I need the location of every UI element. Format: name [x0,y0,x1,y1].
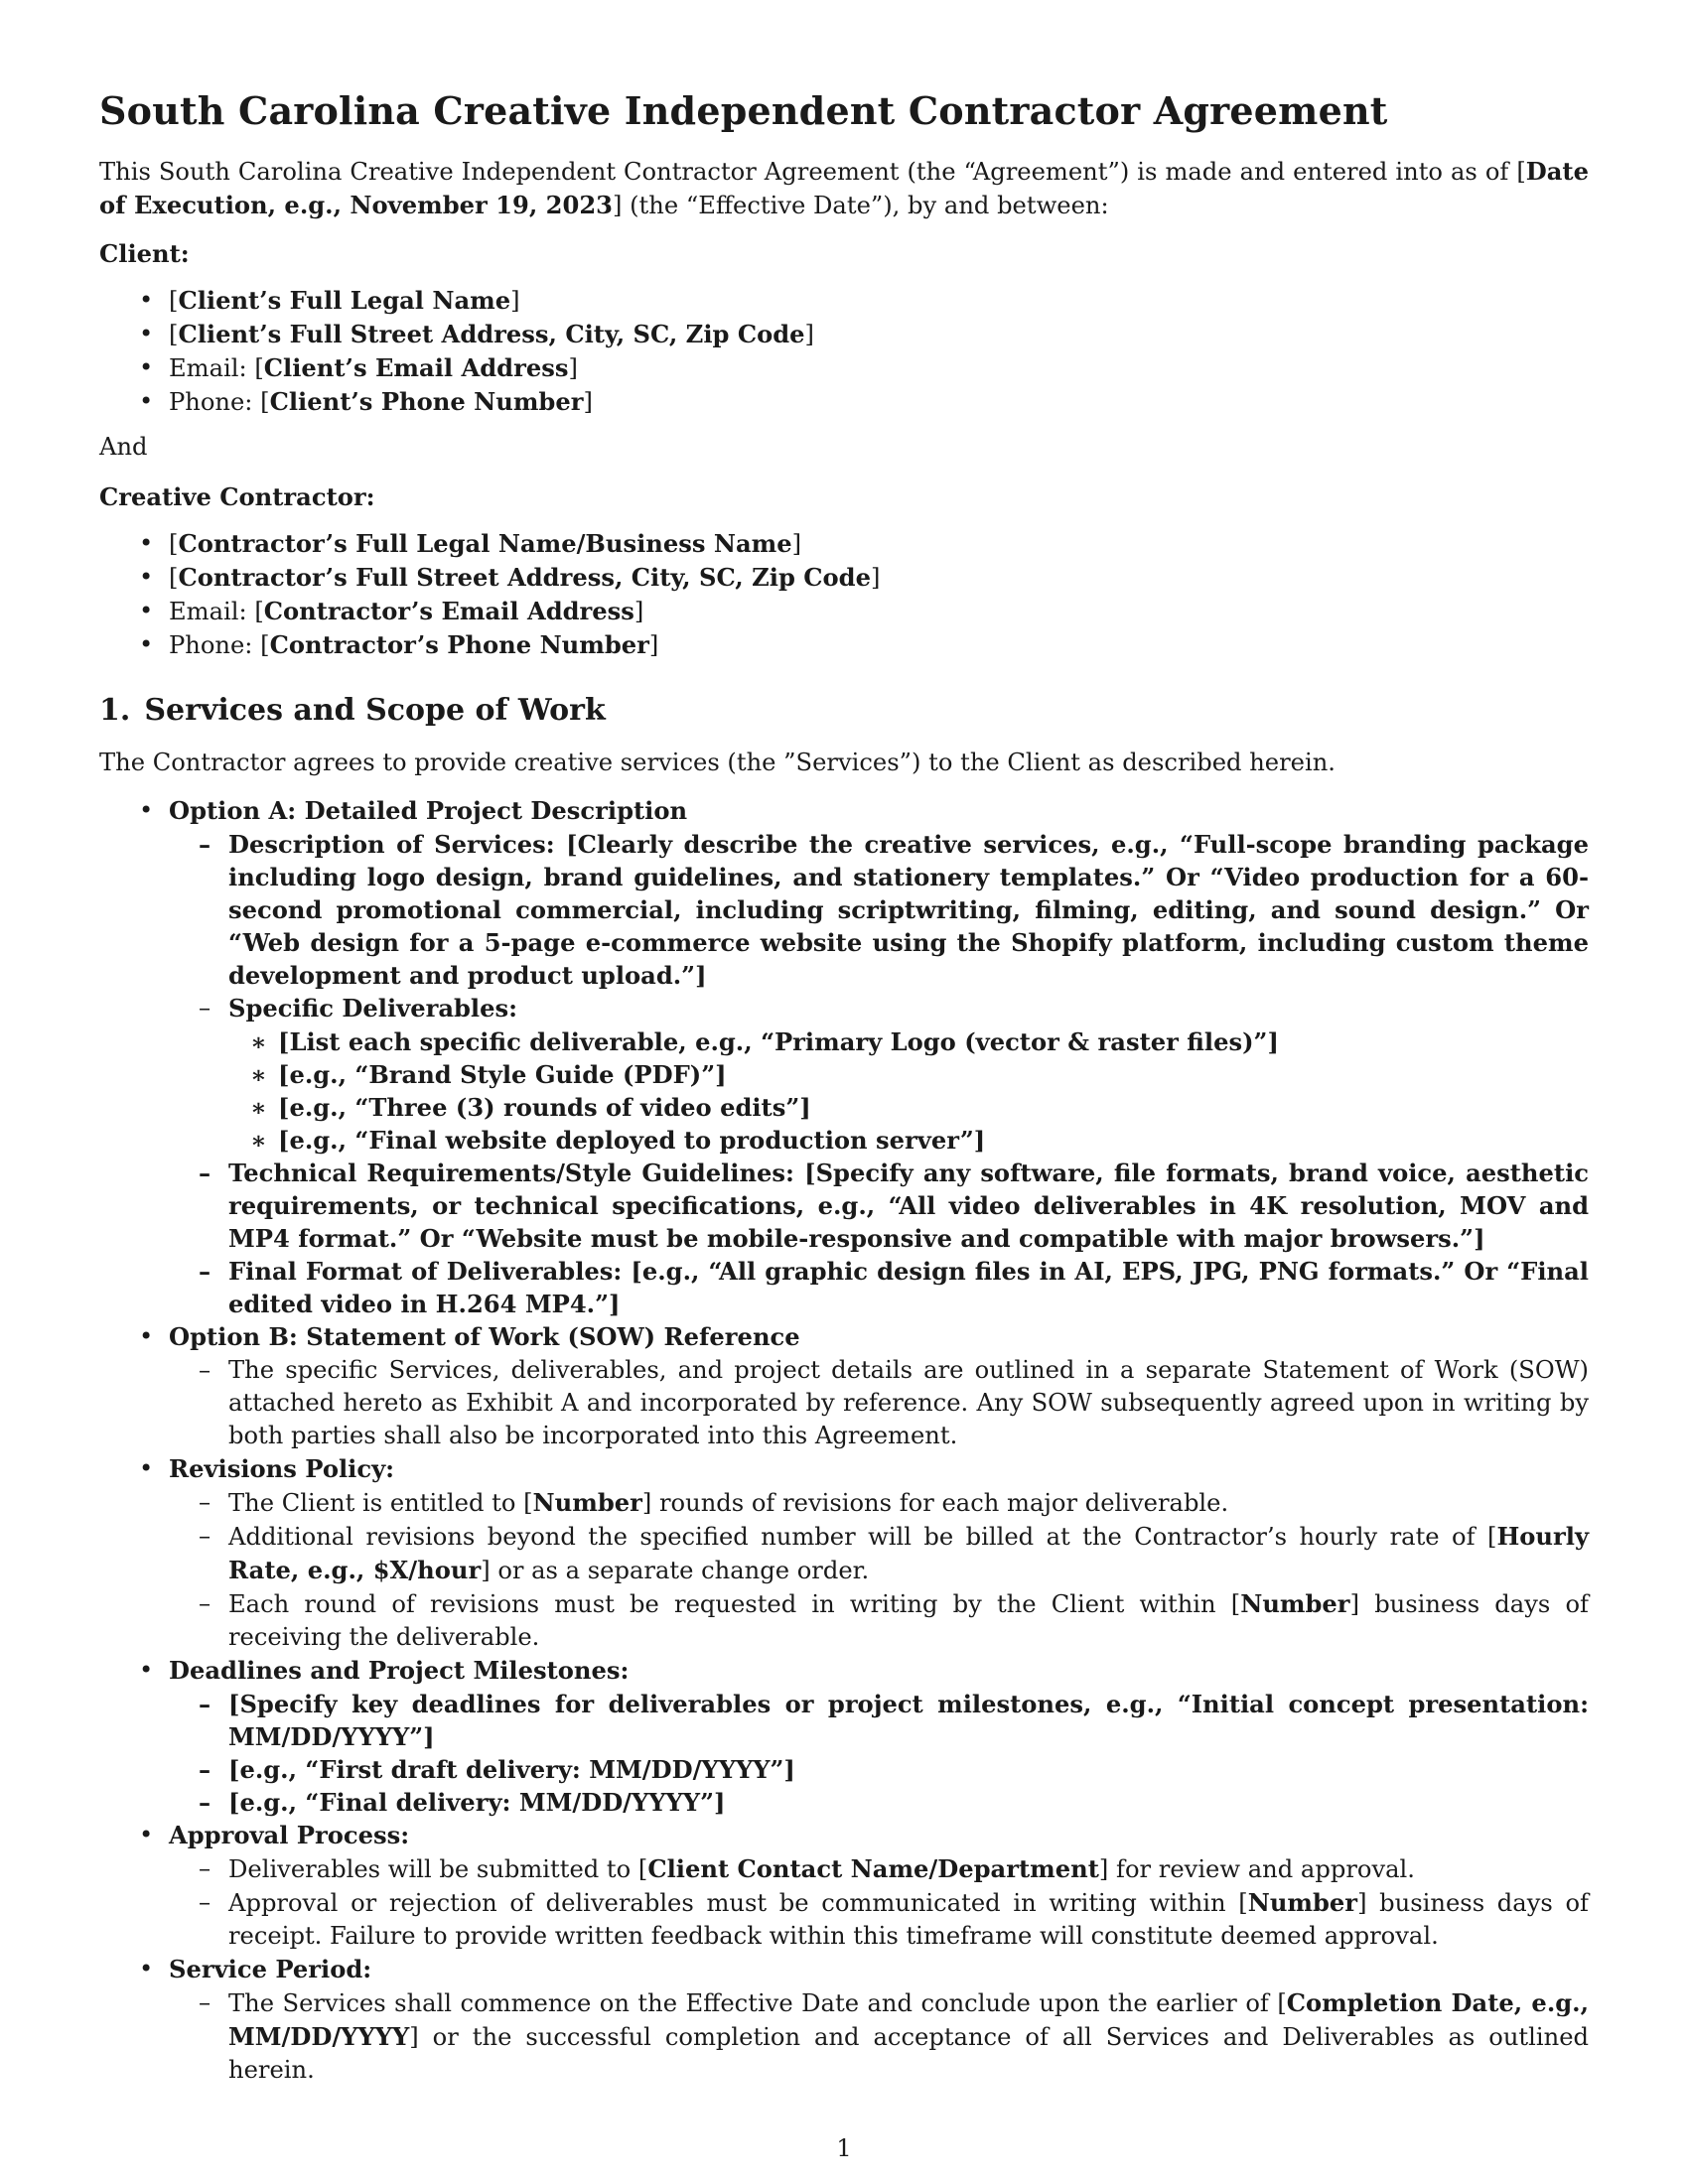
placeholder: Completion Date, e.g., MM/DD/YYYY [228,1988,1589,2051]
list-item: – [Specify key deadlines for deliverables or project milestones, e.g., “Initial concept presentation: MM/DD/YYYY”] [169,1688,1589,1753]
contractor-name: Contractor’s Full Legal Name/Business Name [178,529,792,558]
text-fragment: Approval or rejection of deliverables must be communicated in writing within [ [228,1889,1248,1917]
placeholder: Client Contact Name/Department [647,1854,1099,1883]
section-title: Services and Scope of Work [144,693,606,728]
approval-label: Approval Process: [169,1821,410,1849]
deadline-text: e.g., “First draft delivery: MM/DD/YYYY” [239,1755,784,1784]
client-phone-label: Phone: [169,388,261,416]
list-item [99,794,1589,1320]
contractor-phone: Contractor’s Phone Number [269,630,649,659]
list-item: • Email: [Contractor’s Email Address] [99,595,1589,628]
deadlines-list [169,1688,1589,1819]
list-item [99,1654,1589,1819]
list-item [169,1587,1589,1654]
contractor-address: Contractor’s Full Street Address, City, SC, Zip Code [178,563,871,592]
date-placeholder: Date of Execution, e.g., November 19, 2023 [99,157,1589,219]
list-item [169,1986,1589,2087]
list-item [99,1320,1589,1452]
list-item: • [Contractor’s Full Street Address, City, SC, Zip Code] [99,561,1589,595]
placeholder: Number [1240,1589,1350,1618]
section-number: 1. [99,693,131,728]
client-phone: Client’s Phone Number [269,387,584,416]
deliverables-list [228,1025,1589,1157]
placeholder: Number [532,1488,642,1517]
text-fragment: The Services shall commence on the Effective Date and conclude upon the earlier of [ [228,1989,1287,2017]
option-a-label: Option A: Detailed Project Description [169,796,688,825]
list-item [99,1819,1589,1953]
document-title: South Carolina Creative Independent Contractor Agreement [99,88,1388,133]
client-label: Client: [99,239,190,268]
list-item: – Technical Requirements/Style Guidelines: [Specify any software, file formats, brand voice, aesthetic requirements, or technical specifications, e.g., “All video deliverables in 4K resolution, MOV and MP4 format.” Or “Website must be mobile-responsive and compatible with major browsers.”] [169,1157,1589,1255]
list-item: • Phone: [Client’s Phone Number] [99,385,1589,419]
list-item: ∗ [e.g., “Brand Style Guide (PDF)”] [228,1058,1589,1091]
section-heading [99,691,1589,731]
deliverables-label: Specific Deliverables: [228,994,518,1023]
option-a-list [169,828,1589,1320]
list-item [99,1953,1589,2087]
list-item [169,992,1589,1157]
list-item: • Email: [Client’s Email Address] [99,351,1589,385]
deliverable-text: e.g., “Final website deployed to production server” [289,1126,974,1155]
intro-paragraph [99,155,1589,222]
text-fragment: ] rounds of revisions for each major deliverable. [641,1489,1229,1517]
placeholder: Hourly Rate, e.g., $X/hour [228,1522,1589,1584]
list-item [169,1486,1589,1520]
intro-text-1: This South Carolina Creative Independent Contractor Agreement (the “Agreement”) is made and entered into as of [ [99,158,1526,186]
list-item [169,1886,1589,1953]
client-email-label: Email: [169,354,255,382]
client-name: Client’s Full Legal Name [178,286,511,315]
list-item: • [Client’s Full Street Address, City, SC, Zip Code] [99,318,1589,351]
text-fragment: ] business days of receiving the deliverable. [228,1590,1589,1651]
option-b-label: Option B: Statement of Work (SOW) Reference [169,1322,800,1351]
revisions-list [169,1486,1589,1654]
option-b-list [169,1354,1589,1452]
text-fragment: Deliverables will be submitted to [ [228,1855,648,1883]
contractor-email-label: Email: [169,598,255,625]
list-item: ∗ [List each specific deliverable, e.g., “Primary Logo (vector & raster files)”] [228,1025,1589,1058]
list-item [99,1452,1589,1654]
text-fragment: ] for review and approval. [1098,1855,1415,1883]
list-item: – [e.g., “First draft delivery: MM/DD/YYYY”] [169,1753,1589,1786]
text-fragment: ] or the successful completion and acceptance of all Services and Deliverables as outlined herein. [228,2023,1589,2084]
document-page [99,87,1589,2087]
client-address: Client’s Full Street Address, City, SC, Zip Code [178,320,805,348]
contractor-label: Creative Contractor: [99,482,375,511]
deliverable-text: e.g., “Brand Style Guide (PDF)” [289,1060,716,1089]
deliverable-text: e.g., “Three (3) rounds of video edits” [289,1093,800,1122]
contractor-details [99,527,1589,662]
service-period-label: Service Period: [169,1955,372,1983]
client-details [99,284,1589,419]
and-text: And [99,433,148,461]
list-item: – Final Format of Deliverables: [e.g., “All graphic design files in AI, EPS, JPG, PNG formats.” Or “Final edited video in H.264 MP4.”] [169,1255,1589,1320]
list-item: – The specific Services, deliverables, and project details are outlined in a separate Statement of Work (SOW) attached hereto as Exhibit A and incorporated by reference. Any SOW subsequently agreed upon in writing by both parties shall also be incorporated into this Agreement. [169,1354,1589,1452]
list-item: ∗ [e.g., “Final website deployed to production server”] [228,1124,1589,1157]
list-item [169,1852,1589,1886]
list-item: – [e.g., “Final delivery: MM/DD/YYYY”] [169,1786,1589,1819]
contractor-phone-label: Phone: [169,631,261,659]
list-item: • Phone: [Contractor’s Phone Number] [99,628,1589,662]
list-item [169,1520,1589,1587]
page-number: 1 [836,2134,852,2162]
text-fragment: Each round of revisions must be requested in writing by the Client within [ [228,1590,1241,1618]
revisions-label: Revisions Policy: [169,1454,395,1483]
approval-list [169,1852,1589,1953]
list-item: – Description of Services: [Clearly describe the creative services, e.g., “Full-scope branding package including logo design, brand guidelines, and stationery templates.” Or “Video production for a 60-second promotional commercial, including scriptwriting, filming, editing, and sound design.” Or “Web design for a 5-page e-commerce website using the Shopify platform, including custom theme development and product upload.”] [169,828,1589,992]
scope-intro: The Contractor agrees to provide creative services (the ”Services”) to the Client as described herein. [99,749,1336,776]
client-email: Client’s Email Address [263,353,569,382]
service-period-list [169,1986,1589,2087]
text-fragment: ] or as a separate change order. [481,1557,870,1584]
list-item: • [Client’s Full Legal Name] [99,284,1589,318]
text-fragment: ] business days of receipt. Failure to provide written feedback within this timeframe will constitute deemed approval. [228,1889,1589,1950]
list-item: • [Contractor’s Full Legal Name/Business Name] [99,527,1589,561]
scope-list [99,794,1589,2087]
text-fragment: Additional revisions beyond the specified number will be billed at the Contractor’s hourly rate of [ [228,1523,1497,1551]
list-item: ∗ [e.g., “Three (3) rounds of video edits”] [228,1091,1589,1124]
deadline-text: e.g., “Final delivery: MM/DD/YYYY” [239,1788,714,1817]
deliverable-text: List each specific deliverable, e.g., “Primary Logo (vector & raster files)” [289,1027,1268,1056]
deadlines-label: Deadlines and Project Milestones: [169,1656,630,1685]
intro-text-2: ] (the “Effective Date”), by and between: [612,192,1109,219]
text-fragment: The Client is entitled to [ [228,1489,533,1517]
contractor-email: Contractor’s Email Address [263,597,634,625]
placeholder: Number [1247,1888,1358,1917]
